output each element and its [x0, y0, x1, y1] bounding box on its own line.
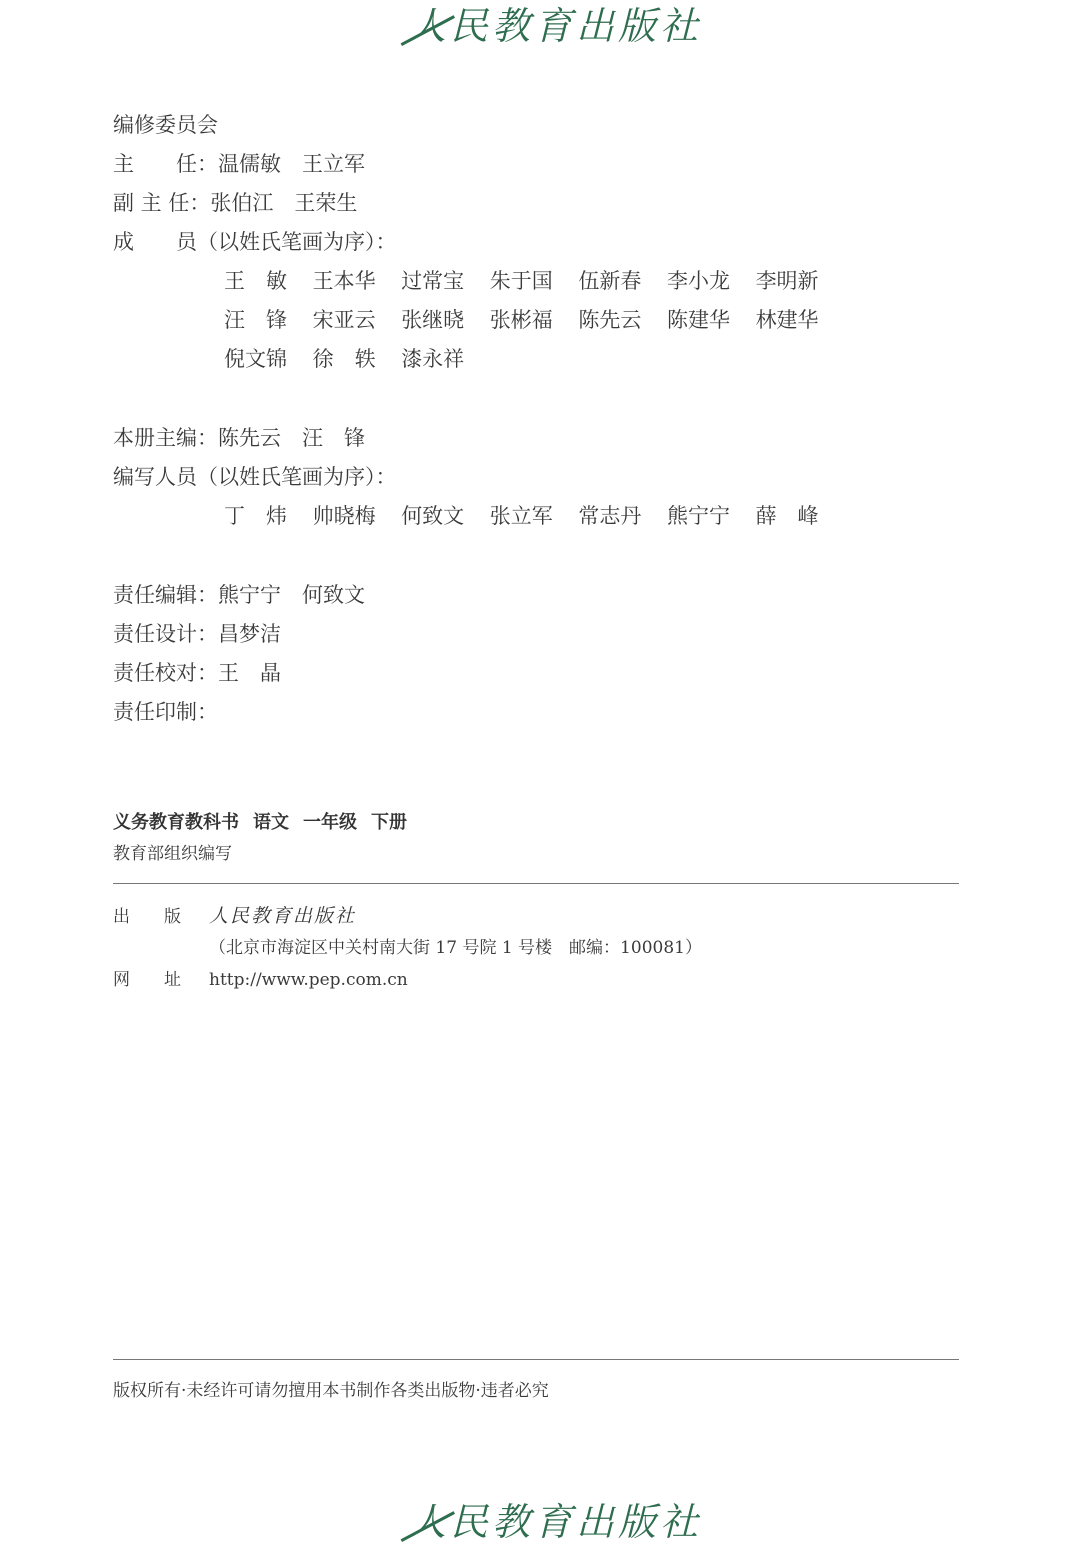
chief-editors: 陈先云 汪 锋 — [218, 426, 365, 450]
book-volume: 下册 — [371, 812, 407, 833]
web-url: http://www.pep.com.cn — [209, 970, 408, 990]
publisher-logo-text: 人民教育出版社 — [407, 1500, 702, 1544]
member-name: 汪 锋 — [224, 308, 287, 332]
member-name: 陈先云 — [578, 308, 642, 332]
publisher-logo-top — [400, 0, 710, 52]
members-row — [224, 345, 844, 384]
member-name: 张彬福 — [489, 308, 553, 332]
member-name: 林建华 — [755, 308, 819, 332]
members-grid — [224, 267, 844, 384]
responsible-proofreader: 王 晶 — [218, 661, 281, 685]
publisher-logo-text: 人民教育出版社 — [407, 4, 702, 48]
writer-name: 常志丹 — [578, 504, 642, 528]
divider-top — [113, 883, 959, 884]
responsible-print-label: 责任印制： — [113, 700, 218, 724]
web-line — [113, 966, 408, 994]
writers-grid — [224, 502, 844, 541]
member-name: 王本华 — [312, 269, 376, 293]
responsible-editor-label: 责任编辑： — [113, 583, 218, 607]
member-name: 倪文锦 — [224, 347, 287, 371]
member-name: 李明新 — [755, 269, 819, 293]
committee-heading: 编修委员会 — [113, 113, 218, 137]
member-name: 漆永祥 — [401, 347, 465, 371]
book-subject: 语文 — [253, 812, 289, 833]
publish-line — [113, 902, 356, 931]
member-name: 王 敏 — [224, 269, 287, 293]
book-series: 义务教育教科书 — [113, 812, 239, 833]
writer-name: 薛 峰 — [755, 504, 819, 528]
members-row — [224, 306, 844, 345]
writer-name: 张立军 — [489, 504, 553, 528]
responsible-proof-line — [113, 659, 281, 687]
web-label: 网 址 — [113, 970, 181, 990]
chief-editor-label: 本册主编： — [113, 426, 218, 450]
deputy-label: 副 主 任： — [113, 191, 211, 215]
members-row — [224, 267, 844, 306]
member-name: 过常宝 — [401, 269, 465, 293]
publisher-address: （北京市海淀区中关村南大街 17 号院 1 号楼 邮编：100081） — [209, 938, 702, 958]
director-label: 主 任： — [113, 152, 218, 176]
compiled-by: 教育部组织编写 — [113, 844, 232, 864]
deputies: 张伯江 王荣生 — [210, 191, 358, 215]
responsible-proof-label: 责任校对： — [113, 661, 218, 685]
publisher-mini-logo: 人民教育出版社 — [209, 905, 357, 927]
responsible-design-label: 责任设计： — [113, 622, 218, 646]
member-name: 伍新春 — [578, 269, 642, 293]
director-line — [113, 150, 365, 178]
book-grade: 一年级 — [303, 812, 357, 833]
member-name: 徐 轶 — [312, 347, 376, 371]
members-label: 成 员（以姓氏笔画为序）： — [113, 230, 397, 254]
member-name: 李小龙 — [666, 269, 730, 293]
publisher-logo-bottom — [400, 1496, 710, 1548]
writer-name: 熊宁宁 — [666, 504, 730, 528]
book-title — [113, 808, 421, 834]
publish-label: 出 版 — [113, 907, 181, 927]
member-name: 张继晓 — [401, 308, 465, 332]
writers-label: 编写人员（以姓氏笔画为序）： — [113, 465, 397, 489]
writers-row — [224, 502, 844, 541]
directors: 温儒敏 王立军 — [218, 152, 365, 176]
member-name: 陈建华 — [666, 308, 730, 332]
deputy-line — [113, 189, 357, 217]
writer-name: 帅晓梅 — [312, 504, 376, 528]
responsible-editor-line — [113, 581, 365, 609]
responsible-editors: 熊宁宁 何致文 — [218, 583, 365, 607]
writer-name: 何致文 — [401, 504, 465, 528]
writer-name: 丁 炜 — [224, 504, 287, 528]
chief-editor-line — [113, 424, 365, 452]
responsible-design-line — [113, 620, 281, 648]
divider-bottom — [113, 1359, 959, 1360]
member-name: 朱于国 — [489, 269, 553, 293]
member-name: 宋亚云 — [312, 308, 376, 332]
responsible-designer: 昌梦洁 — [218, 622, 281, 646]
copyright-notice: 版权所有·未经许可请勿擅用本书制作各类出版物·违者必究 — [113, 1381, 549, 1401]
